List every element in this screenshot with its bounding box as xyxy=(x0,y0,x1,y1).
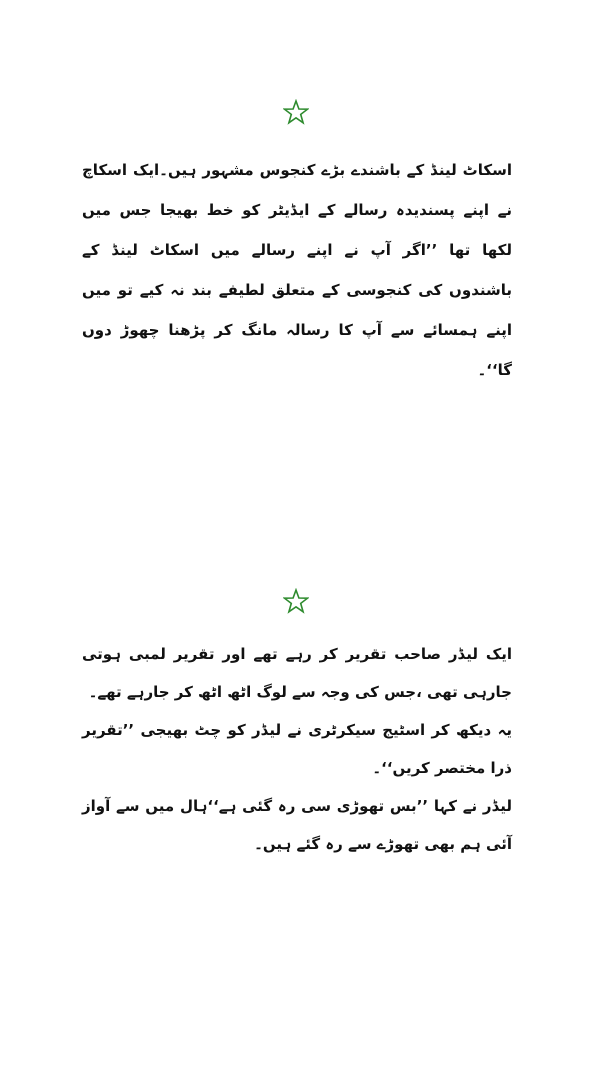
star-icon xyxy=(283,588,309,614)
joke-text xyxy=(82,150,512,390)
star-icon xyxy=(283,99,309,125)
joke-text xyxy=(82,635,512,863)
joke-paragraph: ایک لیڈر صاحب تقریر کر رہے تھے اور تقریر لمبی ہوتی جارہی تھی ،جس کی وجہ سے لوگ اٹھ اٹھ کر جارہے تھے۔ xyxy=(82,645,512,701)
joke-paragraph: یہ دیکھ کر اسٹیج سیکرٹری نے لیڈر کو چٹ بھیجی ’’تقریر ذرا مختصر کریں‘‘۔ xyxy=(82,721,512,777)
joke-paragraph: اسکاٹ لینڈ کے باشندے بڑے کنجوس مشہور ہیں۔ایک اسکاچ نے اپنے پسندیدہ رسالے کے ایڈیٹر کو خط بھیجا جس میں لکھا تھا ’’اگر آپ نے اپنے رسالے میں اسکاٹ لینڈ کے باشندوں کی کنجوسی کے متعلق لطیفے بند نہ کیے تو میں اپنے ہمسائے سے آپ کا رسالہ مانگ کر پڑھنا چھوڑ دوں گا‘‘۔ xyxy=(82,161,512,379)
joke-paragraph: لیڈر نے کہا ’’بس تھوڑی سی رہ گئی ہے‘‘ہال میں سے آواز آئی ہم بھی تھوڑے سے رہ گئے ہیں۔ xyxy=(82,797,512,853)
